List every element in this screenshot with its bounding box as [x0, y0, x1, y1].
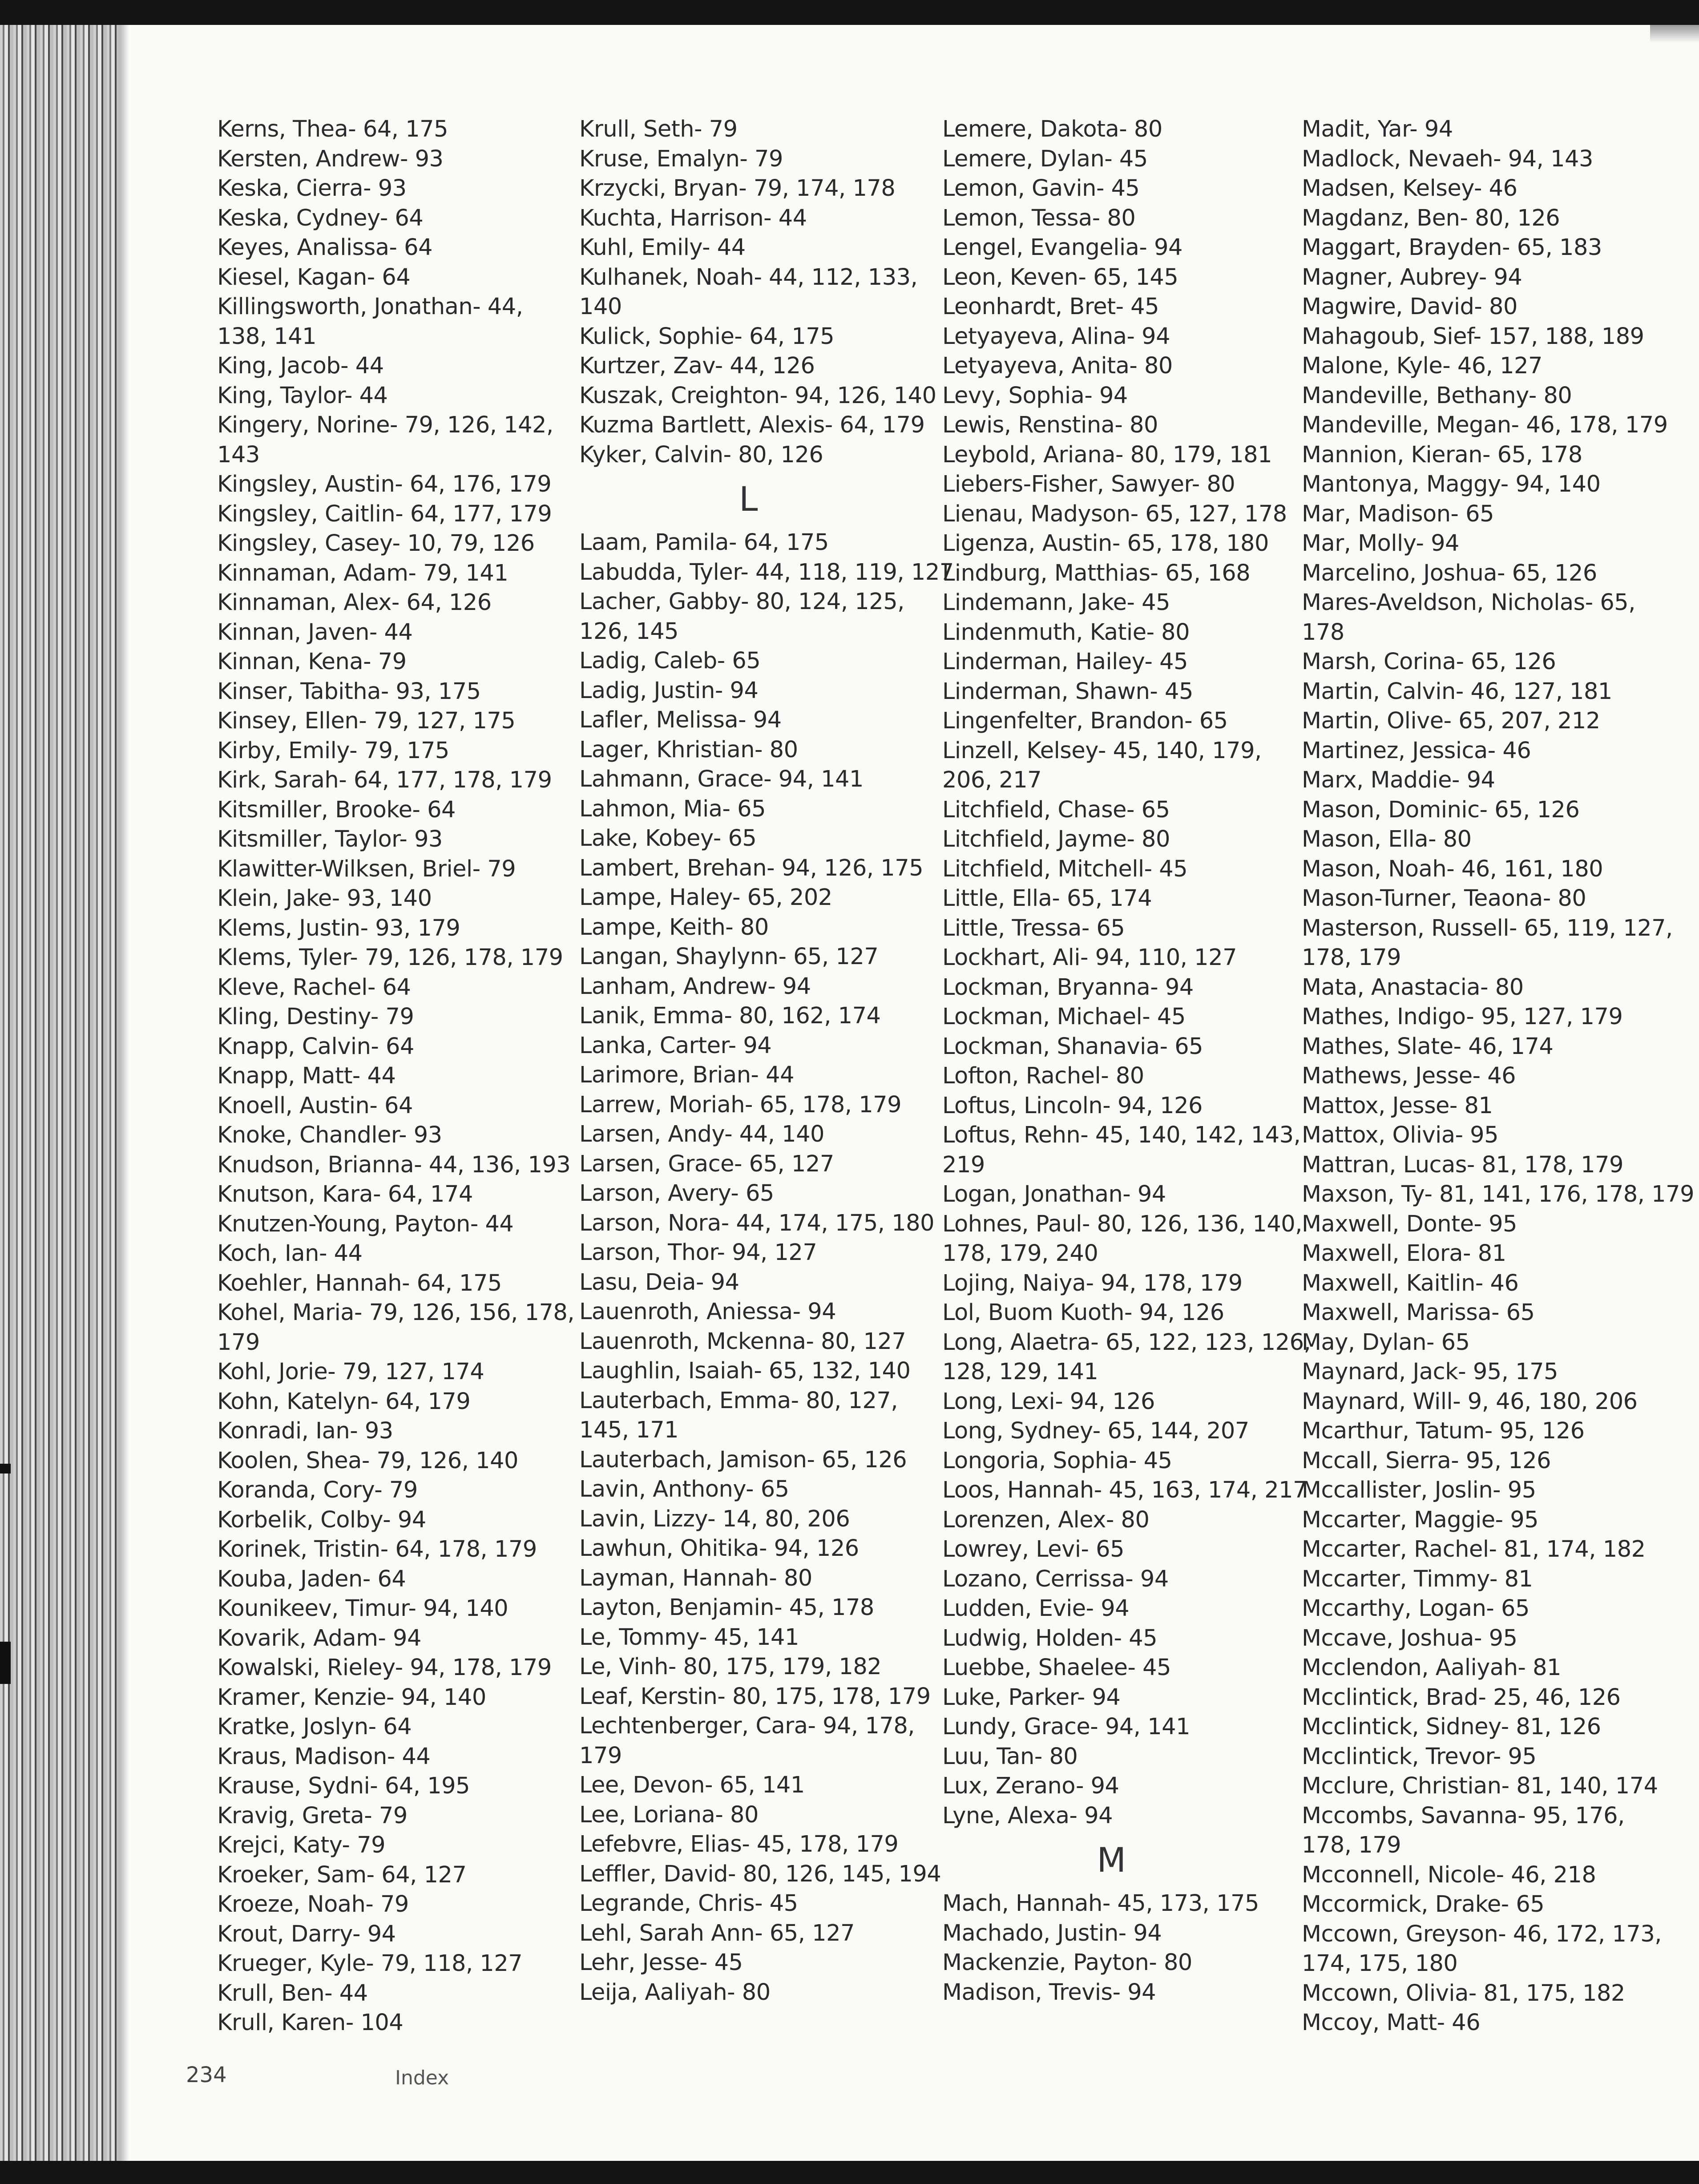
index-entry: Kirk, Sarah- 64, 177, 178, 179 [217, 767, 552, 793]
index-entry: Mcclintick, Trevor- 95 [1302, 1743, 1537, 1770]
index-entry: Ludwig, Holden- 45 [942, 1625, 1158, 1651]
index-entry: Lasu, Deia- 94 [579, 1269, 739, 1296]
index-entry: Kratke, Joslyn- 64 [217, 1714, 412, 1740]
index-entry: Lindburg, Matthias- 65, 168 [942, 560, 1251, 586]
page-corner-shadow [1650, 25, 1699, 43]
index-entry: Kurtzer, Zav- 44, 126 [579, 353, 815, 379]
index-entry: Lampe, Haley- 65, 202 [579, 884, 832, 911]
index-entry: Knutzen-Young, Payton- 44 [217, 1211, 514, 1237]
index-entry: Lojing, Naiya- 94, 178, 179 [942, 1270, 1243, 1296]
index-entry: Knutson, Kara- 64, 174 [217, 1181, 473, 1207]
index-entry: Kouba, Jaden- 64 [217, 1566, 406, 1592]
index-entry: Kitsmiller, Brooke- 64 [217, 796, 456, 823]
index-entry: Mata, Anastacia- 80 [1302, 974, 1524, 1001]
index-entry: Lockman, Bryanna- 94 [942, 974, 1194, 1001]
index-entry: Lefebvre, Elias- 45, 178, 179 [579, 1831, 899, 1857]
index-entry: Kinnaman, Adam- 79, 141 [217, 560, 508, 586]
index-entry: Leija, Aaliyah- 80 [579, 1979, 771, 2006]
index-entry: Maynard, Jack- 95, 175 [1302, 1359, 1558, 1385]
index-entry: Maxwell, Donte- 95 [1302, 1211, 1517, 1237]
index-entry: Lux, Zerano- 94 [942, 1773, 1119, 1799]
index-entry: Mares-Aveldson, Nicholas- 65, [1302, 589, 1635, 616]
index-entry-continuation: 179 [579, 1742, 622, 1769]
index-entry: Kuchta, Harrison- 44 [579, 205, 807, 231]
index-entry: Maxwell, Marissa- 65 [1302, 1300, 1535, 1326]
index-entry: Lozano, Cerrissa- 94 [942, 1566, 1169, 1592]
index-entry: Mcconnell, Nicole- 46, 218 [1302, 1861, 1596, 1888]
index-entry: Lohnes, Paul- 80, 126, 136, 140, [942, 1211, 1302, 1237]
index-entry: Kounikeev, Timur- 94, 140 [217, 1595, 508, 1622]
index-entry: Kramer, Kenzie- 94, 140 [217, 1684, 486, 1711]
index-entry: Luu, Tan- 80 [942, 1743, 1078, 1770]
index-entry: Mcclendon, Aaliyah- 81 [1302, 1655, 1562, 1681]
index-entry: Leffler, David- 80, 126, 145, 194 [579, 1861, 941, 1887]
index-entry: Lundy, Grace- 94, 141 [942, 1714, 1191, 1740]
index-entry: Larimore, Brian- 44 [579, 1062, 795, 1088]
book-spine-edge [0, 25, 129, 2161]
index-entry: Mar, Madison- 65 [1302, 501, 1494, 527]
index-entry: Kroeker, Sam- 64, 127 [217, 1861, 467, 1888]
index-entry: Lake, Kobey- 65 [579, 825, 757, 852]
index-entry: Kinnan, Javen- 44 [217, 619, 413, 646]
index-entry: Lehl, Sarah Ann- 65, 127 [579, 1920, 855, 1946]
index-entry: Mason, Ella- 80 [1302, 826, 1472, 852]
index-entry: Kinnaman, Alex- 64, 126 [217, 589, 492, 616]
index-entry: Lowrey, Levi- 65 [942, 1536, 1125, 1562]
index-entry: Klein, Jake- 93, 140 [217, 885, 432, 912]
index-entry: Linderman, Hailey- 45 [942, 649, 1188, 675]
index-entry: Lager, Khristian- 80 [579, 736, 798, 763]
index-entry: Ladig, Justin- 94 [579, 677, 759, 704]
index-entry: Mccoy, Matt- 46 [1302, 2010, 1481, 2036]
index-entry: Martin, Olive- 65, 207, 212 [1302, 708, 1600, 734]
index-entry: Madsen, Kelsey- 46 [1302, 175, 1517, 202]
index-entry: Long, Sydney- 65, 144, 207 [942, 1418, 1249, 1444]
index-entry: Lofton, Rachel- 80 [942, 1063, 1144, 1089]
index-entry: Lanham, Andrew- 94 [579, 973, 811, 1000]
index-entry: Lengel, Evangelia- 94 [942, 234, 1182, 261]
index-entry: Magwire, David- 80 [1302, 294, 1517, 320]
index-entry: Mattox, Olivia- 95 [1302, 1122, 1499, 1148]
index-entry: Lechtenberger, Cara- 94, 178, [579, 1713, 915, 1739]
index-entry: Layman, Hannah- 80 [579, 1565, 812, 1591]
index-entry: Le, Tommy- 45, 141 [579, 1624, 799, 1651]
index-entry-continuation: 206, 217 [942, 767, 1042, 793]
index-entry: Maxwell, Elora- 81 [1302, 1240, 1506, 1267]
index-entry: Leonhardt, Bret- 45 [942, 294, 1159, 320]
index-entry: Litchfield, Mitchell- 45 [942, 856, 1188, 882]
index-entry: Mason, Noah- 46, 161, 180 [1302, 856, 1603, 882]
index-entry: Magner, Aubrey- 94 [1302, 264, 1522, 291]
index-entry: Linderman, Shawn- 45 [942, 678, 1193, 705]
index-entry: Mantonya, Maggy- 94, 140 [1302, 471, 1601, 497]
index-entry: Lindenmuth, Katie- 80 [942, 619, 1190, 646]
index-entry: Kruse, Emalyn- 79 [579, 145, 783, 172]
index-entry: Long, Alaetra- 65, 122, 123, 126, [942, 1329, 1311, 1356]
index-entry: Krueger, Kyle- 79, 118, 127 [217, 1950, 523, 1977]
scan-top-border [0, 0, 1699, 25]
index-entry: Laughlin, Isaiah- 65, 132, 140 [579, 1358, 911, 1384]
page-section-label: Index [395, 2067, 449, 2089]
index-entry: Mannion, Kieran- 65, 178 [1302, 441, 1582, 468]
index-entry-continuation: 126, 145 [579, 618, 679, 645]
index-entry-continuation: 128, 129, 141 [942, 1359, 1098, 1385]
index-entry: Layton, Benjamin- 45, 178 [579, 1595, 874, 1621]
index-entry: King, Jacob- 44 [217, 353, 384, 379]
spine-mark [0, 1642, 11, 1684]
index-entry: Machado, Justin- 94 [942, 1920, 1162, 1946]
index-entry: Labudda, Tyler- 44, 118, 119, 127 [579, 559, 954, 585]
index-entry: Krull, Ben- 44 [217, 1980, 368, 2006]
scan-bottom-border [0, 2161, 1699, 2184]
index-entry: Mccormick, Drake- 65 [1302, 1891, 1545, 1918]
index-entry: Langan, Shaylynn- 65, 127 [579, 944, 879, 970]
index-entry: Mccown, Greyson- 46, 172, 173, [1302, 1921, 1662, 1947]
index-entry: Madison, Trevis- 94 [942, 1979, 1156, 2006]
index-entry: Kravig, Greta- 79 [217, 1802, 408, 1829]
index-entry: Mach, Hannah- 45, 173, 175 [942, 1890, 1259, 1917]
index-entry: Leon, Keven- 65, 145 [942, 264, 1178, 291]
index-entry: Litchfield, Chase- 65 [942, 796, 1170, 823]
index-entry: Lauenroth, Mckenna- 80, 127 [579, 1328, 906, 1355]
index-entry: Larson, Thor- 94, 127 [579, 1239, 817, 1266]
index-entry: Martin, Calvin- 46, 127, 181 [1302, 678, 1612, 705]
index-entry: Leaf, Kerstin- 80, 175, 178, 179 [579, 1683, 931, 1710]
index-entry: Marx, Maddie- 94 [1302, 767, 1495, 793]
index-entry: Lambert, Brehan- 94, 126, 175 [579, 855, 924, 881]
index-entry: Kulhanek, Noah- 44, 112, 133, [579, 264, 918, 291]
index-entry: Mccarter, Timmy- 81 [1302, 1566, 1533, 1592]
index-entry: Madlock, Nevaeh- 94, 143 [1302, 145, 1593, 172]
index-entry: Long, Lexi- 94, 126 [942, 1388, 1155, 1415]
index-entry: Mccall, Sierra- 95, 126 [1302, 1447, 1551, 1474]
index-entry: Kirby, Emily- 79, 175 [217, 737, 449, 764]
index-entry: Mar, Molly- 94 [1302, 530, 1459, 557]
index-entry: Krout, Darry- 94 [217, 1921, 396, 1947]
index-entry: Mccave, Joshua- 95 [1302, 1625, 1517, 1651]
index-entry: Lockhart, Ali- 94, 110, 127 [942, 945, 1237, 971]
index-entry: Larsen, Grace- 65, 127 [579, 1151, 834, 1177]
index-entry: Mandeville, Bethany- 80 [1302, 382, 1572, 409]
index-entry: Leybold, Ariana- 80, 179, 181 [942, 441, 1272, 468]
index-entry: Lauenroth, Aniessa- 94 [579, 1299, 836, 1325]
index-entry: Mccallister, Joslin- 95 [1302, 1477, 1536, 1503]
index-entry: Klems, Justin- 93, 179 [217, 915, 460, 941]
index-column-3 [942, 115, 1311, 2007]
index-entry: Knapp, Matt- 44 [217, 1063, 396, 1089]
letter-heading: M [1097, 1840, 1126, 1880]
index-entry: Lyne, Alexa- 94 [942, 1802, 1113, 1829]
index-entry: Lemere, Dylan- 45 [942, 145, 1148, 172]
index-entry: Keska, Cierra- 93 [217, 175, 407, 202]
index-entry: Lemon, Tessa- 80 [942, 205, 1136, 231]
index-entry-continuation: 178, 179 [1302, 1832, 1401, 1858]
index-entry: Lorenzen, Alex- 80 [942, 1506, 1150, 1533]
index-entry: Lee, Loriana- 80 [579, 1801, 759, 1828]
index-entry: Marcelino, Joshua- 65, 126 [1302, 560, 1597, 586]
index-entry: Mason-Turner, Teaona- 80 [1302, 885, 1586, 912]
index-entry: Linzell, Kelsey- 45, 140, 179, [942, 737, 1262, 764]
index-entry: Mathews, Jesse- 46 [1302, 1063, 1516, 1089]
index-entry: Krzycki, Bryan- 79, 174, 178 [579, 175, 896, 202]
index-entry-continuation: 179 [217, 1329, 260, 1356]
index-entry: Lindemann, Jake- 45 [942, 589, 1170, 616]
index-entry: Krull, Karen- 104 [217, 2010, 404, 2036]
index-entry: Keska, Cydney- 64 [217, 205, 424, 231]
index-entry-continuation: 178, 179 [1302, 945, 1401, 971]
index-entry: Ladig, Caleb- 65 [579, 648, 761, 674]
index-entry: Kuhl, Emily- 44 [579, 234, 746, 261]
index-entry: Kohel, Maria- 79, 126, 156, 178, [217, 1300, 575, 1326]
letter-heading: L [739, 479, 758, 519]
index-entry: Masterson, Russell- 65, 119, 127, [1302, 915, 1673, 941]
index-entry: Kuzma Bartlett, Alexis- 64, 179 [579, 412, 925, 438]
index-entry: Knoell, Austin- 64 [217, 1092, 413, 1119]
index-entry: Kiesel, Kagan- 64 [217, 264, 411, 291]
index-entry: Lol, Buom Kuoth- 94, 126 [942, 1300, 1224, 1326]
index-entry: Martinez, Jessica- 46 [1302, 737, 1531, 764]
index-entry: Lewis, Renstina- 80 [942, 412, 1158, 438]
spine-mark [0, 1464, 11, 1473]
index-entry: May, Dylan- 65 [1302, 1329, 1470, 1356]
index-entry: Konradi, Ian- 93 [217, 1418, 393, 1444]
index-entry: Lanka, Carter- 94 [579, 1032, 772, 1059]
index-entry: Maggart, Brayden- 65, 183 [1302, 234, 1602, 261]
index-entry: Liebers-Fisher, Sawyer- 80 [942, 471, 1235, 497]
index-entry: Le, Vinh- 80, 175, 179, 182 [579, 1654, 882, 1680]
page-number: 234 [186, 2063, 227, 2087]
index-entry: Kinser, Tabitha- 93, 175 [217, 678, 481, 705]
index-entry: Mcclintick, Sidney- 81, 126 [1302, 1714, 1601, 1740]
index-entry: Magdanz, Ben- 80, 126 [1302, 205, 1560, 231]
index-entry: Letyayeva, Alina- 94 [942, 323, 1170, 350]
index-entry: Kling, Destiny- 79 [217, 1004, 414, 1030]
index-entry: Lockman, Shanavia- 65 [942, 1033, 1203, 1060]
index-entry: Maxwell, Kaitlin- 46 [1302, 1270, 1519, 1296]
index-entry: Letyayeva, Anita- 80 [942, 353, 1173, 379]
index-entry: Kraus, Madison- 44 [217, 1743, 431, 1770]
index-entry: Little, Ella- 65, 174 [942, 885, 1152, 912]
index-entry: Lahmann, Grace- 94, 141 [579, 766, 864, 792]
index-entry: Lockman, Michael- 45 [942, 1004, 1186, 1030]
index-entry: Koehler, Hannah- 64, 175 [217, 1270, 502, 1296]
index-entry: Laam, Pamila- 64, 175 [579, 529, 829, 556]
index-entry-continuation: 140 [579, 294, 622, 320]
index-entry: Kyker, Calvin- 80, 126 [579, 441, 823, 468]
index-entry: Legrande, Chris- 45 [579, 1890, 798, 1917]
index-entry: Lienau, Madyson- 65, 127, 178 [942, 501, 1287, 527]
index-entry: Kingsley, Caitlin- 64, 177, 179 [217, 501, 552, 527]
index-entry: Lemere, Dakota- 80 [942, 116, 1162, 142]
index-entry: Mccarter, Rachel- 81, 174, 182 [1302, 1536, 1646, 1562]
index-entry: Kersten, Andrew- 93 [217, 145, 444, 172]
index-entry-continuation: 145, 171 [579, 1417, 679, 1443]
index-entry: Lee, Devon- 65, 141 [579, 1772, 805, 1798]
index-entry: Ligenza, Austin- 65, 178, 180 [942, 530, 1269, 557]
index-entry: Krause, Sydni- 64, 195 [217, 1773, 470, 1799]
index-entry: Kinsey, Ellen- 79, 127, 175 [217, 708, 516, 734]
index-entry: Kuszak, Creighton- 94, 126, 140 [579, 382, 936, 409]
index-entry: Mcclure, Christian- 81, 140, 174 [1302, 1773, 1658, 1799]
index-entry: Krejci, Katy- 79 [217, 1832, 386, 1858]
index-entry: Lavin, Lizzy- 14, 80, 206 [579, 1506, 850, 1532]
index-entry: Krull, Seth- 79 [579, 116, 738, 142]
index-entry: Mattran, Lucas- 81, 178, 179 [1302, 1151, 1623, 1178]
index-entry: Lauterbach, Emma- 80, 127, [579, 1387, 898, 1414]
index-entry: Korinek, Tristin- 64, 178, 179 [217, 1536, 537, 1562]
index-entry: Koch, Ian- 44 [217, 1240, 363, 1267]
index-entry: Lacher, Gabby- 80, 124, 125, [579, 589, 904, 615]
index-entry: Kerns, Thea- 64, 175 [217, 116, 448, 142]
index-entry: Klems, Tyler- 79, 126, 178, 179 [217, 945, 563, 971]
index-entry: Lingenfelter, Brandon- 65 [942, 708, 1228, 734]
index-entry: Ludden, Evie- 94 [942, 1595, 1130, 1622]
index-entry-continuation: 178, 179, 240 [942, 1240, 1098, 1267]
index-entry: Knapp, Calvin- 64 [217, 1033, 414, 1060]
index-entry: Mahagoub, Sief- 157, 188, 189 [1302, 323, 1644, 350]
index-entry: Levy, Sophia- 94 [942, 382, 1128, 409]
index-entry: Killingsworth, Jonathan- 44, [217, 294, 523, 320]
index-entry: Little, Tressa- 65 [942, 915, 1125, 941]
index-entry: Mathes, Indigo- 95, 127, 179 [1302, 1004, 1623, 1030]
index-entry: Maxson, Ty- 81, 141, 176, 178, 179 [1302, 1181, 1695, 1207]
index-entry: Kleve, Rachel- 64 [217, 974, 411, 1001]
index-entry: Lampe, Keith- 80 [579, 914, 769, 941]
index-entry: Marsh, Corina- 65, 126 [1302, 649, 1556, 675]
index-entry: Maynard, Will- 9, 46, 180, 206 [1302, 1388, 1638, 1415]
index-entry-continuation: 174, 175, 180 [1302, 1950, 1458, 1977]
index-entry: Mccown, Olivia- 81, 175, 182 [1302, 1980, 1625, 2006]
index-entry: Madit, Yar- 94 [1302, 116, 1453, 142]
index-entry: Luebbe, Shaelee- 45 [942, 1655, 1171, 1681]
index-entry: Koranda, Cory- 79 [217, 1477, 418, 1503]
index-entry: Loftus, Lincoln- 94, 126 [942, 1092, 1203, 1119]
index-entry: Kingsley, Austin- 64, 176, 179 [217, 471, 552, 497]
index-entry: Mccarter, Maggie- 95 [1302, 1506, 1539, 1533]
index-entry: Kingery, Norine- 79, 126, 142, [217, 412, 553, 438]
index-entry-continuation: 178 [1302, 619, 1344, 646]
index-entry: Larson, Avery- 65 [579, 1180, 774, 1207]
index-entry: King, Taylor- 44 [217, 382, 388, 409]
index-entry: Lanik, Emma- 80, 162, 174 [579, 1003, 881, 1029]
index-entry: Mason, Dominic- 65, 126 [1302, 796, 1580, 823]
index-entry: Mccombs, Savanna- 95, 176, [1302, 1802, 1625, 1829]
index-entry: Koolen, Shea- 79, 126, 140 [217, 1447, 518, 1474]
index-entry: Mattox, Jesse- 81 [1302, 1092, 1493, 1119]
index-entry: Mandeville, Megan- 46, 178, 179 [1302, 412, 1668, 438]
index-entry: Lehr, Jesse- 45 [579, 1950, 743, 1976]
index-entry: Kingsley, Casey- 10, 79, 126 [217, 530, 535, 557]
index-entry: Klawitter-Wilksen, Briel- 79 [217, 856, 516, 882]
index-entry: Malone, Kyle- 46, 127 [1302, 353, 1542, 379]
index-entry: Kovarik, Adam- 94 [217, 1625, 421, 1651]
index-entry: Mcclintick, Brad- 25, 46, 126 [1302, 1684, 1621, 1711]
index-entry-continuation: 143 [217, 441, 260, 468]
index-column-1 [217, 115, 575, 2038]
index-entry: Larsen, Andy- 44, 140 [579, 1121, 824, 1147]
index-entry: Lavin, Anthony- 65 [579, 1476, 789, 1502]
index-entry: Kulick, Sophie- 64, 175 [579, 323, 835, 350]
index-entry: Larrew, Moriah- 65, 178, 179 [579, 1091, 902, 1118]
index-entry: Kroeze, Noah- 79 [217, 1891, 409, 1918]
index-entry: Lemon, Gavin- 45 [942, 175, 1140, 202]
index-entry: Loos, Hannah- 45, 163, 174, 217 [942, 1477, 1308, 1503]
index-entry: Lafler, Melissa- 94 [579, 707, 782, 733]
index-entry: Kinnan, Kena- 79 [217, 649, 407, 675]
index-entry: Logan, Jonathan- 94 [942, 1181, 1166, 1207]
index-entry: Mathes, Slate- 46, 174 [1302, 1033, 1554, 1060]
index-entry: Kitsmiller, Taylor- 93 [217, 826, 443, 852]
index-entry: Lauterbach, Jamison- 65, 126 [579, 1446, 907, 1473]
index-entry: Larson, Nora- 44, 174, 175, 180 [579, 1210, 935, 1236]
index-entry: Lahmon, Mia- 65 [579, 795, 766, 822]
index-entry: Mcarthur, Tatum- 95, 126 [1302, 1418, 1585, 1444]
index-entry: Kohl, Jorie- 79, 127, 174 [217, 1359, 484, 1385]
index-entry: Korbelik, Colby- 94 [217, 1506, 426, 1533]
index-entry: Kohn, Katelyn- 64, 179 [217, 1388, 471, 1415]
index-column-2 [579, 115, 954, 2007]
index-entry: Keyes, Analissa- 64 [217, 234, 433, 261]
index-entry: Kowalski, Rieley- 94, 178, 179 [217, 1655, 552, 1681]
index-column-4 [1302, 115, 1695, 2038]
index-entry: Longoria, Sophia- 45 [942, 1447, 1172, 1474]
index-entry: Mackenzie, Payton- 80 [942, 1950, 1192, 1976]
index-entry: Mccarthy, Logan- 65 [1302, 1595, 1530, 1622]
index-entry: Loftus, Rehn- 45, 140, 142, 143, [942, 1122, 1301, 1148]
index-entry: Litchfield, Jayme- 80 [942, 826, 1170, 852]
index-entry-continuation: 219 [942, 1151, 985, 1178]
index-entry: Lawhun, Ohitika- 94, 126 [579, 1535, 859, 1562]
index-entry: Luke, Parker- 94 [942, 1684, 1121, 1711]
index-entry: Knudson, Brianna- 44, 136, 193 [217, 1151, 571, 1178]
index-entry-continuation: 138, 141 [217, 323, 317, 350]
index-entry: Knoke, Chandler- 93 [217, 1122, 442, 1148]
